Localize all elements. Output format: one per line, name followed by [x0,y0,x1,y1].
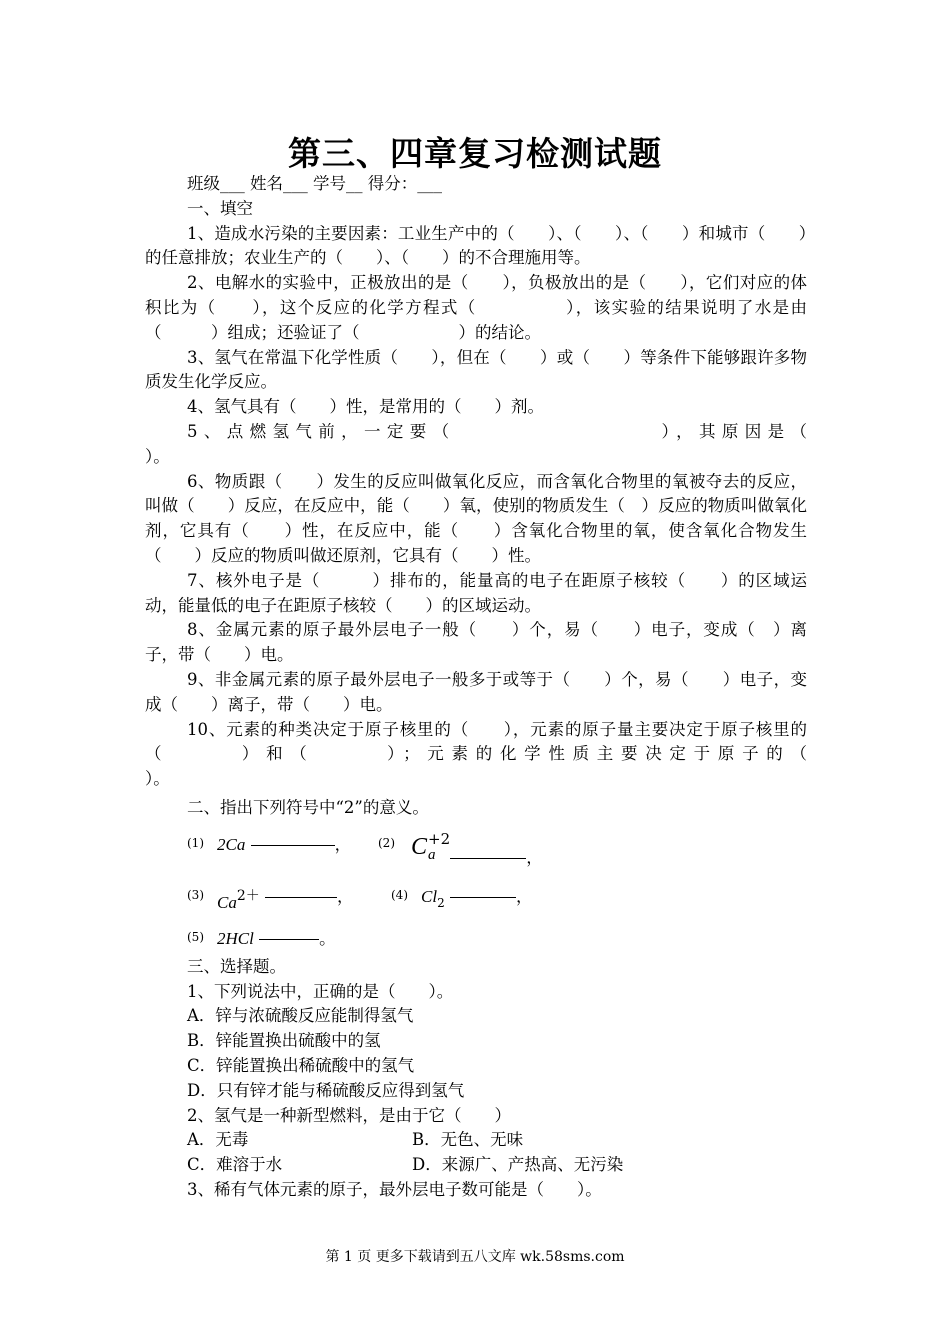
question-8: 8、金属元素的原子最外层电子一般（ ）个，易（ ）电子，变成（ ）离子，带（ ）电。 [145,620,807,665]
option-b: B．无色、无味 [412,1130,524,1150]
symbol-item: (4) $Cl_2$ ， [391,886,533,910]
symbol-row [145,877,807,927]
symbol-row [145,827,807,877]
symbol-item: (5) 2HCl 。 [187,928,336,948]
choice-question-2: 2、氢气是一种新型燃料，是由于它（ ） [187,1105,511,1125]
choice-question-1: 1、下列说法中，正确的是（ ）。 [187,981,454,1001]
options-row [145,1128,807,1153]
question-5-line2: ）。 [145,446,170,466]
options-row [145,1153,807,1178]
question-3: 3、氢气在常温下化学性质（ ），但在（ ）或（ ）等条件下能够跟许多物质发生化学反应。 [145,347,807,392]
question-5-line1: 5、点燃氢气前，一定要（ ），其原因是（ [187,421,807,441]
question-7: 7、核外电子是（ ）排布的，能量高的电子在距原子核较（ ）的区域运动，能量低的电子在距原子核较（ ）的区域运动。 [145,570,807,615]
document-body [145,172,807,1203]
section-heading: 三、选择题。 [187,956,286,976]
symbol-item: (2) C +2 a ， [378,829,543,867]
option-a: A．无毒 [187,1130,249,1150]
question-9: 9、非金属元素的原子最外层电子一般多于或等于（ ）个，易（ ）电子，变成（ ）离子，带（ ）电。 [145,669,807,714]
page-footer: 第 1 页 更多下载请到五八文库 wk.58sms.com [325,1249,625,1265]
option-b: B．锌能置换出硫酸中的氢 [187,1031,381,1051]
symbol-row [145,927,807,955]
choice-question-3: 3、稀有气体元素的原子，最外层电子数可能是（ ）。 [187,1179,602,1199]
question-4: 4、氢气具有（ ）性，是常用的（ ）剂。 [187,397,544,417]
question-10: 10、元素的种类决定于原子核里的（ ），元素的原子量主要决定于原子核里的（ ）和（ ）；元素的化学性质主要决定于原子的（ [145,719,807,764]
option-c: C．难溶于水 [187,1155,283,1175]
question-10-tail: ）。 [145,769,170,789]
question-6: 6、物质跟（ ）发生的反应叫做氧化反应，而含氧化合物里的氧被夺去的反应，叫做（ ）反应，在反应中，能（ ）氧，使别的物质发生（ ）反应的物质叫做氧化剂，它具有（ ）性，在反应中，能（ ）含氧化合物里的氧，使含氧化合物发生（ ）反应的物质叫做还原剂，它具有（ ）性。 [145,471,807,565]
option-d: D．来源广、产热高、无污染 [412,1155,624,1175]
page-title: 第三、四章复习检测试题 [288,134,662,173]
question-1: 1、造成水污染的主要因素：工业生产中的（ ）、（ ）、（ ）和城市（ ）的任意排放；农业生产的（ ）、（ ）的不合理施用等。 [145,223,807,268]
section-heading: 二、指出下列符号中“2”的意义。 [187,797,429,817]
symbol-item: (3) Ca2＋ ， [187,886,354,912]
option-c: C．锌能置换出稀硫酸中的氢气 [187,1055,415,1075]
question-2: 2、电解水的实验中，正极放出的是（ ），负极放出的是（ ），它们对应的体积比为（ ），这个反应的化学方程式（ ），该实验的结果说明了水是由（ ）组成；还验证了（ ）的结论。 [145,273,807,342]
symbol-item: (1) 2Ca ， [187,834,352,854]
section-heading: 一、填空 [187,198,253,218]
student-info-line: 班级___ 姓名___ 学号__ 得分：___ [187,174,442,193]
option-d: D．只有锌才能与稀硫酸反应得到氢气 [187,1080,465,1100]
option-a: A．锌与浓硫酸反应能制得氢气 [187,1006,414,1026]
